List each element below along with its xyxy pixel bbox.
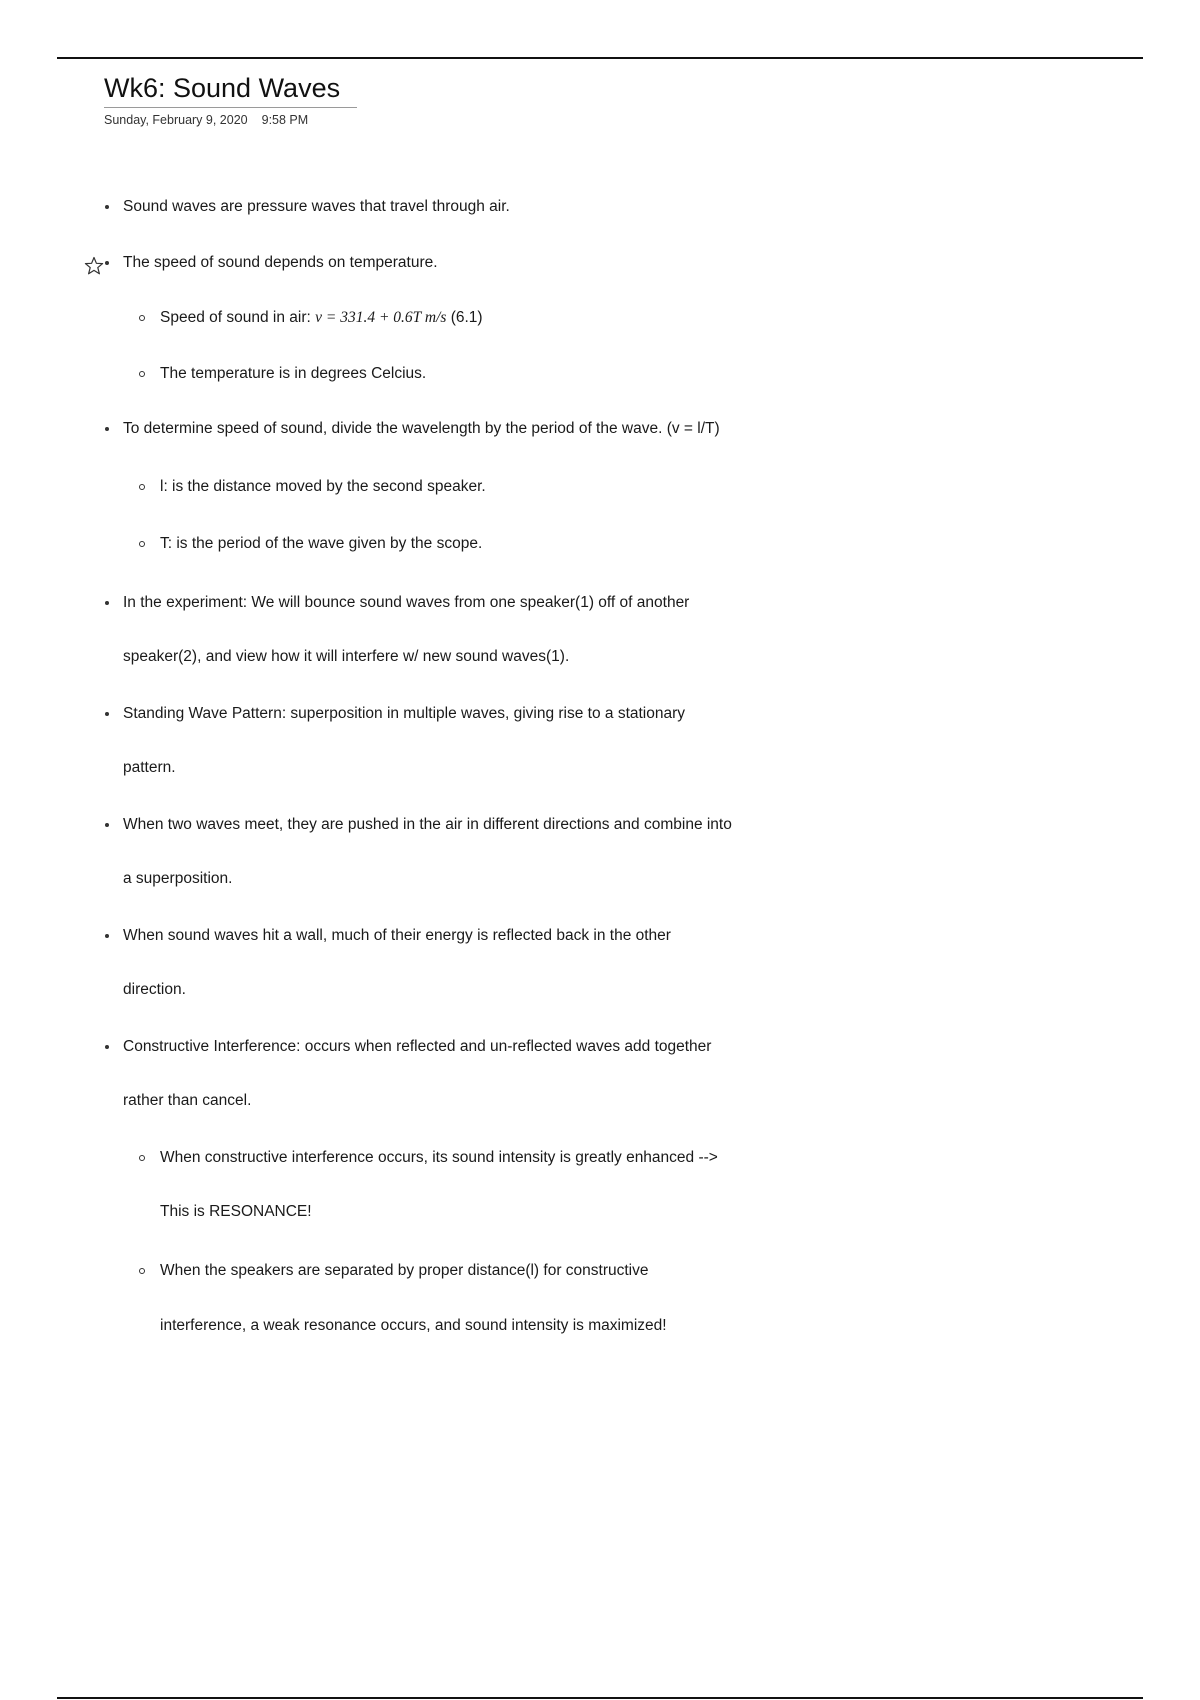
formula-number: (6.1) xyxy=(446,309,483,326)
bottom-rule xyxy=(57,1697,1143,1699)
note-line-continued: a superposition. xyxy=(123,870,233,887)
star-icon[interactable] xyxy=(84,256,104,276)
note-line-continued: direction. xyxy=(123,981,186,998)
formula-expression: v = 331.4 + 0.6T m/s xyxy=(315,309,447,326)
note-line: Standing Wave Pattern: superposition in multiple waves, giving rise to a stationary xyxy=(123,705,686,722)
note-line: Constructive Interference: occurs when reflected and un-reflected waves add together xyxy=(123,1038,712,1055)
note-line: l: is the distance moved by the second speaker. xyxy=(160,478,486,495)
formula-prefix: Speed of sound in air: xyxy=(160,309,316,326)
note-line-continued: interference, a weak resonance occurs, and sound intensity is maximized! xyxy=(160,1317,667,1334)
bullet-dot xyxy=(105,823,109,827)
note-line: T: is the period of the wave given by the scope. xyxy=(160,535,483,552)
note-line: The temperature is in degrees Celcius. xyxy=(160,365,427,382)
note-line-continued: rather than cancel. xyxy=(123,1092,252,1109)
top-rule xyxy=(57,57,1143,59)
bullet-dot xyxy=(105,601,109,605)
title-underline xyxy=(104,107,357,108)
note-line: To determine speed of sound, divide the wavelength by the period of the wave. (v = l/T) xyxy=(123,420,720,437)
bullet-circle xyxy=(139,1268,145,1274)
bullet-circle xyxy=(139,541,145,547)
note-line: When constructive interference occurs, its sound intensity is greatly enhanced --> xyxy=(160,1149,718,1166)
bullet-dot xyxy=(105,1045,109,1049)
note-line: When two waves meet, they are pushed in the air in different directions and combine into xyxy=(123,816,732,833)
note-line: In the experiment: We will bounce sound waves from one speaker(1) off of another xyxy=(123,594,690,611)
note-line: The speed of sound depends on temperature. xyxy=(123,254,438,271)
bullet-dot xyxy=(105,712,109,716)
bullet-circle xyxy=(139,484,145,490)
page-timestamp xyxy=(104,113,308,127)
note-line: When the speakers are separated by proper distance(l) for constructive xyxy=(160,1262,649,1279)
note-line-continued: speaker(2), and view how it will interfere w/ new sound waves(1). xyxy=(123,648,570,665)
page-time: 9:58 PM xyxy=(261,113,309,127)
bullet-dot xyxy=(105,261,109,265)
bullet-circle xyxy=(139,371,145,377)
bullet-dot xyxy=(105,427,109,431)
bullet-dot xyxy=(105,934,109,938)
note-line: When sound waves hit a wall, much of their energy is reflected back in the other xyxy=(123,927,671,944)
note-line: Sound waves are pressure waves that travel through air. xyxy=(123,198,510,215)
bullet-circle xyxy=(139,1155,145,1161)
bullet-circle xyxy=(139,315,145,321)
page-title: Wk6: Sound Waves xyxy=(104,73,341,103)
bullet-dot xyxy=(105,205,109,209)
note-line-continued: pattern. xyxy=(123,759,176,776)
note-line-continued: This is RESONANCE! xyxy=(160,1203,312,1220)
note-formula-line xyxy=(160,309,483,327)
page-date: Sunday, February 9, 2020 xyxy=(104,113,248,127)
